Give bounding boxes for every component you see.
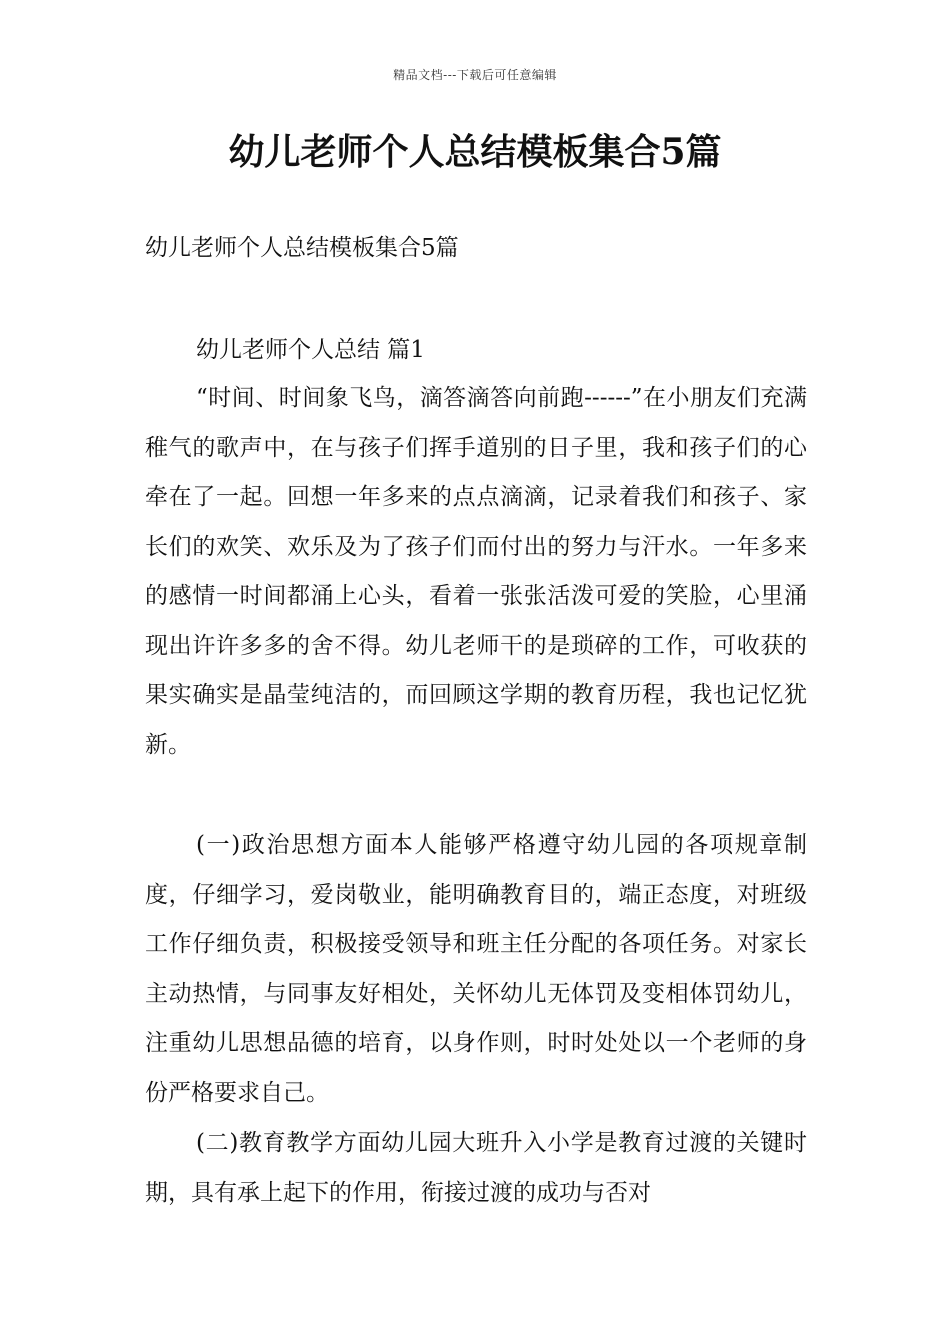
section-heading: 幼儿老师个人总结 篇1 [196,337,425,363]
document-subtitle: 幼儿老师个人总结模板集合5篇 [145,235,459,261]
paragraph-political: (一)政治思想方面本人能够严格遵守幼儿园的各项规章制度，仔细学习，爱岗敬业，能明确教育目的，端正态度，对班级工作仔细负责，积极接受领导和班主任分配的各项任务。对家长主动热情，与同事友好相处，关怀幼儿无体罚及变相体罚幼儿，注重幼儿思想品德的培育，以身作则，时时处处以一个老师的身份严格要求自己。 [145,832,807,1106]
document-title: 幼儿老师个人总结模板集合5篇 [228,131,722,173]
header-note: 精品文档---下载后可任意编辑 [393,68,557,82]
paragraph-teaching: (二)教育教学方面幼儿园大班升入小学是教育过渡的关键时期，具有承上起下的作用，衔接过渡的成功与否对 [145,1130,807,1206]
paragraph-intro: “时间、时间象飞鸟，滴答滴答向前跑------”在小朋友们充满稚气的歌声中，在与孩子们挥手道别的日子里，我和孩子们的心牵在了一起。回想一年多来的点点滴滴，记录着我们和孩子、家长们的欢笑、欢乐及为了孩子们而付出的努力与汗水。一年多来的感情一时间都涌上心头，看着一张张活泼可爱的笑脸，心里涌现出许许多多的舍不得。幼儿老师干的是琐碎的工作，可收获的果实确实是晶莹纯洁的，而回顾这学期的教育历程，我也记忆犹新。 [145,385,807,758]
